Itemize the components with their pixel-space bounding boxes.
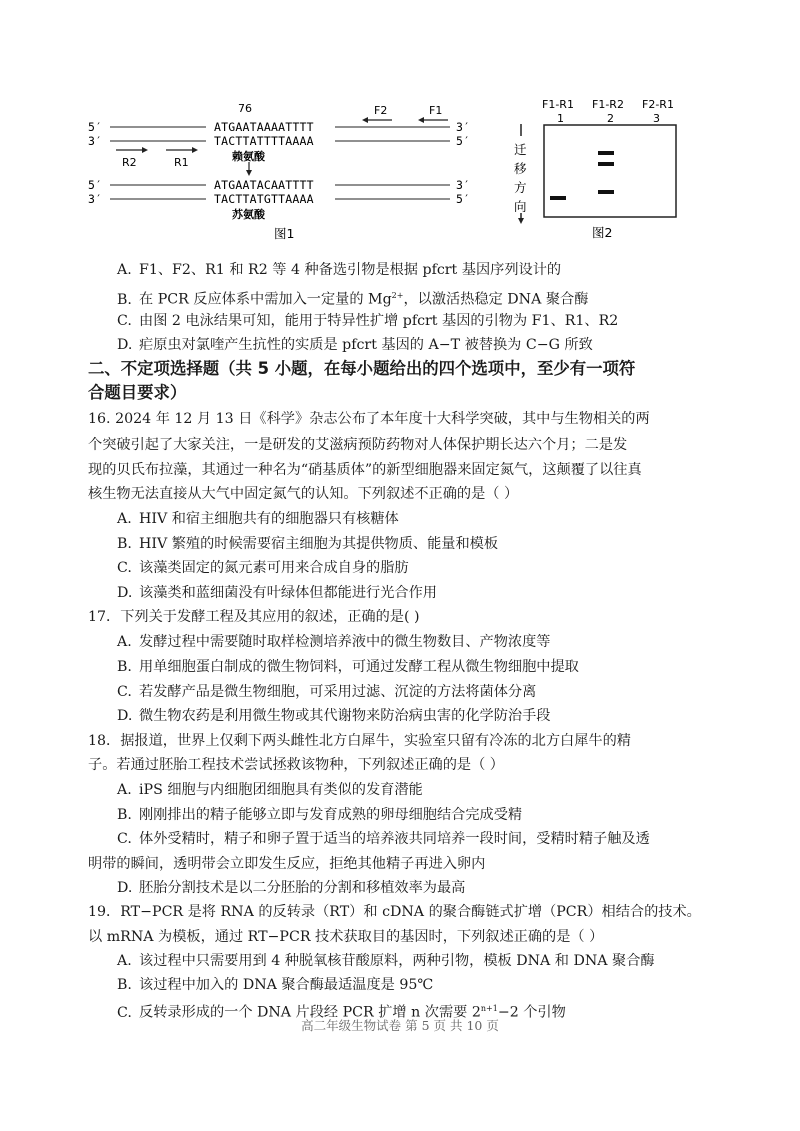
lane-label: F1-R2 [592,98,624,111]
amino-acid-lys: 赖氨酸 [232,150,265,163]
prime-label: 5′ [88,178,103,192]
q16-stem: 个突破引起了大家关注，一是研发的艾滋病预防药物对人体保护期长达六个月；二是发 [88,437,628,453]
q16-stem: 核生物无法直接从大气中固定氮气的认知。下列叙述不正确的是（ ） [88,486,519,502]
q18-option-c: C. 体外受精时，精子和卵子置于适当的培养液共同培养一段时间，受精时精子触及透 [117,831,650,847]
direction-char: 向 [514,199,527,214]
direction-char: 方 [514,180,527,195]
q18-stem: 子。若通过胚胎工程技术尝试拯救该物种，下列叙述正确的是（ ） [88,757,504,773]
primer-r1-label: R1 [174,156,189,169]
figure-2-caption: 图2 [592,225,613,240]
primer-f1-label: F1 [429,104,443,117]
q15-option-b: B. 在 PCR 反应体系中需加入一定量的 $Mg^{2+}$，以激活热稳定 DNA 聚合酶 [117,291,589,308]
q19-stem: 19．RT−PCR 是将 RNA 的反转录（RT）和 cDNA 的聚合酶链式扩增（PCR）相结合的技术。 [88,904,701,920]
figure-1-primer-diagram [88,100,488,250]
prime-label: 5′ [456,192,471,206]
direction-char: 移 [514,161,527,176]
q17-option-d: D. 微生物农药是利用微生物或其代谢物来防治病虫害的化学防治手段 [117,708,551,724]
gel-band-lane2-lower [598,190,614,194]
arrowhead-icon [142,147,148,153]
q18-stem: 18．据报道，世界上仅剩下两头雌性北方白犀牛，实验室只留有冷冻的北方白犀牛的精 [88,733,631,749]
prime-label: 3′ [456,120,471,134]
prime-label: 5′ [456,134,471,148]
q17-option-b: B. 用单细胞蛋白制成的微生物饲料，可通过发酵工程从微生物细胞中提取 [117,659,579,675]
gel-band-lane1 [550,196,566,200]
q15-option-d: D. 疟原虫对氯喹产生抗性的实质是 pfcrt 基因的 A−T 被替换为 C−G 所致 [117,337,593,353]
q18-option-c-cont: 明带的瞬间，透明带会立即发生反应，拒绝其他精子再进入卵内 [88,856,486,872]
q16-stem: 现的贝氏布拉藻，其通过一种名为“硝基质体”的新型细胞器来固定氮气，这颠覆了以往真 [88,462,642,478]
page-footer: 高二年级生物试卷 第 5 页 共 10 页 [301,1018,499,1033]
section-heading-cont: 合题目要求） [88,383,187,402]
prime-label: 3′ [88,192,103,206]
q16-option-d: D. 该藻类和蓝细菌没有叶绿体但都能进行光合作用 [117,585,437,601]
position-label: 76 [238,102,252,115]
arrowhead-icon [246,170,252,176]
q18-option-d: D. 胚胎分割技术是以二分胚胎的分割和移植效率为最高 [117,880,466,896]
section-heading: 二、不定项选择题（共 5 小题，在每小题给出的四个选项中，至少有一项符 [88,359,636,378]
lane-label: F2-R1 [642,98,674,111]
lane-number: 2 [607,112,614,125]
direction-char: 迁 [514,142,527,157]
arrowhead-icon [418,117,424,123]
q16-stem: 16. 2024 年 12 月 13 日《科学》杂志公布了本年度十大科学突破，其中与生物相关的两 [88,411,650,427]
sequence-bottom-strand-1: ATGAATACAATTTT [214,178,314,192]
lane-number: 3 [653,112,660,125]
figure-2-electrophoresis [510,96,690,250]
sequence-top-strand-2: TACTTATTTTAAAA [214,134,314,148]
q16-option-b: B. HIV 繁殖的时候需要宿主细胞为其提供物质、能量和模板 [117,536,499,552]
arrowhead-icon [192,147,198,153]
q17-option-c: C. 若发酵产品是微生物细胞，可采用过滤、沉淀的方法将菌体分离 [117,684,537,700]
q19-stem: 以 mRNA 为模板，通过 RT−PCR 技术获取目的基因时，下列叙述正确的是（ ） [88,929,604,945]
gel-band-lane2-upper [598,151,614,155]
sequence-top-strand-1: ATGAATAAAATTTT [214,120,314,134]
gel-band-lane2-middle [598,162,614,166]
amino-acid-thr: 苏氨酸 [232,208,265,221]
primer-f2-label: F2 [374,104,388,117]
q19-option-a: A. 该过程中只需要用到 4 种脱氧核苷酸原料，两种引物，模板 DNA 和 DNA 聚合酶 [117,953,655,969]
q16-option-c: C. 该藻类固定的氮元素可用来合成自身的脂肪 [117,560,409,576]
gel-frame [544,125,676,217]
q18-option-a: A. iPS 细胞与内细胞团细胞具有类似的发育潜能 [117,782,423,798]
arrowhead-icon [362,117,368,123]
q17-option-a: A. 发酵过程中需要随时取样检测培养液中的微生物数目、产物浓度等 [117,634,551,650]
figure-1-caption: 图1 [274,226,295,241]
primer-r2-label: R2 [122,156,137,169]
lane-label: F1-R1 [542,98,574,111]
lane-number: 1 [557,112,564,125]
sequence-bottom-strand-2: TACTTATGTTAAAA [214,192,314,206]
q16-option-a: A. HIV 和宿主细胞共有的细胞器只有核糖体 [117,511,399,527]
q19-option-c: C. 反转录形成的一个 DNA 片段经 PCR 扩增 n 次需要 $2^{n+1}-2$ 个引物 [117,1004,566,1021]
q18-option-b: B. 刚刚排出的精子能够立即与发育成熟的卵母细胞结合完成受精 [117,807,523,823]
q15-option-a: A. F1、F2、R1 和 R2 等 4 种备选引物是根据 pfcrt 基因序列设计的 [117,262,562,278]
q17-stem: 17．下列关于发酵工程及其应用的叙述，正确的是( ) [88,609,420,625]
prime-label: 3′ [456,178,471,192]
q15-option-c: C. 由图 2 电泳结果可知，能用于特异性扩增 pfcrt 基因的引物为 F1、R1、R2 [117,313,619,329]
prime-label: 3′ [88,134,103,148]
prime-label: 5′ [88,120,103,134]
arrow-down-icon [518,218,524,224]
q19-option-b: B. 该过程中加入的 DNA 聚合酶最适温度是 95℃ [117,977,434,993]
